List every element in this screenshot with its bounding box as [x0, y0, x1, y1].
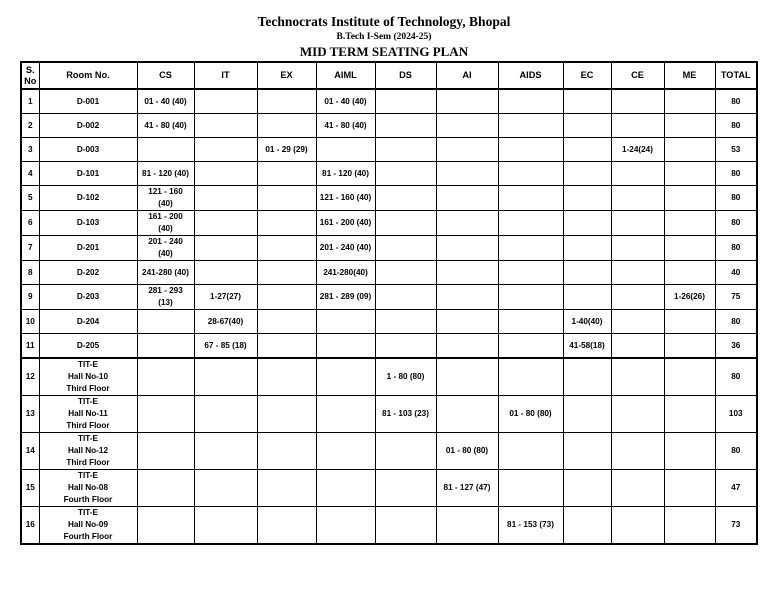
cell-me	[664, 433, 715, 470]
column-header-cs: CS	[137, 62, 194, 89]
cell-it	[194, 89, 257, 114]
cell-ds	[375, 186, 436, 211]
cell-aids: 01 - 80 (80)	[498, 396, 563, 433]
cell-ex	[257, 310, 316, 334]
cell-aids	[498, 89, 563, 114]
cell-s-no: 6	[21, 211, 39, 236]
cell-ec	[563, 236, 611, 261]
column-header-me: ME	[664, 62, 715, 89]
table-row	[21, 433, 757, 470]
cell-aids	[498, 285, 563, 310]
column-header-s-no: S. No	[21, 62, 39, 89]
cell-total: 80	[715, 162, 757, 186]
cell-room-no: TIT-E Hall No-09 Fourth Floor	[39, 507, 137, 545]
cell-ex	[257, 114, 316, 138]
cell-me	[664, 114, 715, 138]
cell-ce	[611, 470, 664, 507]
cell-me: 1-26(26)	[664, 285, 715, 310]
cell-aiml: 241-280(40)	[316, 261, 375, 285]
cell-ec: 41-58(18)	[563, 334, 611, 359]
cell-cs	[137, 470, 194, 507]
cell-ds	[375, 285, 436, 310]
cell-ai	[436, 310, 498, 334]
cell-ds	[375, 114, 436, 138]
cell-room-no: D-001	[39, 89, 137, 114]
cell-s-no: 3	[21, 138, 39, 162]
cell-ds	[375, 470, 436, 507]
cell-ds	[375, 138, 436, 162]
cell-it	[194, 507, 257, 545]
table-row	[21, 114, 757, 138]
cell-ai	[436, 211, 498, 236]
column-header-aids: AIDS	[498, 62, 563, 89]
cell-ai	[436, 358, 498, 396]
cell-ex	[257, 358, 316, 396]
cell-s-no: 15	[21, 470, 39, 507]
cell-aiml: 201 - 240 (40)	[316, 236, 375, 261]
cell-cs: 81 - 120 (40)	[137, 162, 194, 186]
cell-ds	[375, 236, 436, 261]
cell-ec	[563, 507, 611, 545]
cell-ds	[375, 89, 436, 114]
cell-aids: 81 - 153 (73)	[498, 507, 563, 545]
cell-ds	[375, 162, 436, 186]
column-header-ds: DS	[375, 62, 436, 89]
cell-s-no: 2	[21, 114, 39, 138]
table-row	[21, 334, 757, 359]
cell-ai	[436, 396, 498, 433]
cell-aiml: 81 - 120 (40)	[316, 162, 375, 186]
cell-it	[194, 186, 257, 211]
cell-room-no: D-202	[39, 261, 137, 285]
cell-total: 73	[715, 507, 757, 545]
cell-it	[194, 433, 257, 470]
cell-aids	[498, 211, 563, 236]
cell-s-no: 12	[21, 358, 39, 396]
column-header-ai: AI	[436, 62, 498, 89]
cell-ex	[257, 186, 316, 211]
cell-ec	[563, 89, 611, 114]
cell-ex	[257, 211, 316, 236]
cell-total: 80	[715, 236, 757, 261]
cell-ce	[611, 114, 664, 138]
cell-it	[194, 211, 257, 236]
cell-s-no: 11	[21, 334, 39, 359]
document-title: MID TERM SEATING PLAN	[299, 44, 469, 59]
cell-me	[664, 211, 715, 236]
cell-it	[194, 162, 257, 186]
cell-ec	[563, 261, 611, 285]
cell-cs	[137, 358, 194, 396]
cell-aiml: 121 - 160 (40)	[316, 186, 375, 211]
cell-me	[664, 261, 715, 285]
cell-room-no: D-204	[39, 310, 137, 334]
cell-it	[194, 138, 257, 162]
cell-aiml: 41 - 80 (40)	[316, 114, 375, 138]
column-header-aiml: AIML	[316, 62, 375, 89]
cell-cs	[137, 138, 194, 162]
cell-ex	[257, 433, 316, 470]
cell-room-no: TIT-E Hall No-11 Third Floor	[39, 396, 137, 433]
cell-s-no: 16	[21, 507, 39, 545]
table-row	[21, 89, 757, 114]
cell-aids	[498, 358, 563, 396]
cell-room-no: D-002	[39, 114, 137, 138]
cell-ex: 01 - 29 (29)	[257, 138, 316, 162]
cell-ex	[257, 162, 316, 186]
cell-aiml	[316, 358, 375, 396]
cell-aids	[498, 261, 563, 285]
cell-it: 28-67(40)	[194, 310, 257, 334]
cell-aids	[498, 114, 563, 138]
cell-total: 36	[715, 334, 757, 359]
cell-total: 80	[715, 89, 757, 114]
cell-total: 103	[715, 396, 757, 433]
cell-it	[194, 358, 257, 396]
table-row	[21, 285, 757, 310]
cell-aids	[498, 470, 563, 507]
column-header-total: TOTAL	[715, 62, 757, 89]
cell-ce	[611, 162, 664, 186]
cell-me	[664, 358, 715, 396]
table-row	[21, 186, 757, 211]
table-row	[21, 162, 757, 186]
cell-ce	[611, 433, 664, 470]
table-row	[21, 236, 757, 261]
cell-ai	[436, 334, 498, 359]
cell-ex	[257, 285, 316, 310]
cell-ai	[436, 138, 498, 162]
cell-ec	[563, 162, 611, 186]
cell-total: 47	[715, 470, 757, 507]
column-header-it: IT	[194, 62, 257, 89]
cell-it	[194, 470, 257, 507]
cell-cs: 241-280 (40)	[137, 261, 194, 285]
cell-ce	[611, 89, 664, 114]
cell-me	[664, 310, 715, 334]
cell-cs	[137, 433, 194, 470]
cell-cs: 161 - 200 (40)	[137, 211, 194, 236]
cell-aids	[498, 162, 563, 186]
cell-ec	[563, 358, 611, 396]
cell-ai	[436, 236, 498, 261]
cell-aids	[498, 334, 563, 359]
cell-ai	[436, 186, 498, 211]
cell-aids	[498, 433, 563, 470]
cell-ex	[257, 236, 316, 261]
cell-cs: 201 - 240 (40)	[137, 236, 194, 261]
cell-ce	[611, 186, 664, 211]
cell-cs: 41 - 80 (40)	[137, 114, 194, 138]
cell-ce	[611, 310, 664, 334]
cell-total: 80	[715, 186, 757, 211]
cell-room-no: TIT-E Hall No-12 Third Floor	[39, 433, 137, 470]
cell-ec	[563, 114, 611, 138]
cell-ds	[375, 334, 436, 359]
cell-aiml	[316, 396, 375, 433]
table-row	[21, 507, 757, 545]
cell-ce: 1-24(24)	[611, 138, 664, 162]
cell-cs: 121 - 160 (40)	[137, 186, 194, 211]
cell-total: 80	[715, 358, 757, 396]
cell-ai: 01 - 80 (80)	[436, 433, 498, 470]
cell-ai	[436, 285, 498, 310]
cell-aiml: 01 - 40 (40)	[316, 89, 375, 114]
cell-room-no: D-205	[39, 334, 137, 359]
cell-ai: 81 - 127 (47)	[436, 470, 498, 507]
cell-ai	[436, 162, 498, 186]
cell-s-no: 14	[21, 433, 39, 470]
cell-ds	[375, 507, 436, 545]
cell-ce	[611, 261, 664, 285]
column-header-room-no: Room No.	[39, 62, 137, 89]
cell-ex	[257, 396, 316, 433]
cell-total: 80	[715, 310, 757, 334]
cell-me	[664, 470, 715, 507]
cell-s-no: 9	[21, 285, 39, 310]
cell-aiml: 161 - 200 (40)	[316, 211, 375, 236]
cell-ec	[563, 433, 611, 470]
cell-ex	[257, 89, 316, 114]
table-row	[21, 138, 757, 162]
cell-it	[194, 114, 257, 138]
cell-it: 67 - 85 (18)	[194, 334, 257, 359]
cell-aiml	[316, 310, 375, 334]
cell-room-no: TIT-E Hall No-08 Fourth Floor	[39, 470, 137, 507]
cell-ds	[375, 310, 436, 334]
cell-aiml	[316, 138, 375, 162]
cell-s-no: 5	[21, 186, 39, 211]
cell-cs: 01 - 40 (40)	[137, 89, 194, 114]
cell-s-no: 8	[21, 261, 39, 285]
cell-it	[194, 396, 257, 433]
cell-ds	[375, 433, 436, 470]
cell-room-no: TIT-E Hall No-10 Third Floor	[39, 358, 137, 396]
table-row	[21, 261, 757, 285]
column-header-ex: EX	[257, 62, 316, 89]
cell-it: 1-27(27)	[194, 285, 257, 310]
cell-ex	[257, 470, 316, 507]
cell-total: 80	[715, 433, 757, 470]
table-row	[21, 211, 757, 236]
cell-aids	[498, 138, 563, 162]
cell-ce	[611, 285, 664, 310]
cell-ex	[257, 261, 316, 285]
cell-ec	[563, 211, 611, 236]
cell-ai	[436, 114, 498, 138]
cell-me	[664, 186, 715, 211]
cell-ce	[611, 358, 664, 396]
cell-room-no: D-203	[39, 285, 137, 310]
cell-cs	[137, 507, 194, 545]
cell-me	[664, 162, 715, 186]
cell-ex	[257, 334, 316, 359]
cell-ce	[611, 236, 664, 261]
cell-ds	[375, 211, 436, 236]
institute-name: Technocrats Institute of Technology, Bhopal	[257, 14, 511, 29]
cell-aiml	[316, 470, 375, 507]
cell-room-no: D-102	[39, 186, 137, 211]
cell-aiml	[316, 433, 375, 470]
cell-s-no: 1	[21, 89, 39, 114]
cell-total: 53	[715, 138, 757, 162]
cell-me	[664, 507, 715, 545]
cell-ec	[563, 138, 611, 162]
cell-ec	[563, 396, 611, 433]
cell-s-no: 10	[21, 310, 39, 334]
cell-aids	[498, 310, 563, 334]
cell-ec: 1-40(40)	[563, 310, 611, 334]
cell-ec	[563, 470, 611, 507]
cell-ai	[436, 507, 498, 545]
table-body	[21, 89, 757, 544]
cell-aiml	[316, 334, 375, 359]
cell-me	[664, 89, 715, 114]
table-row	[21, 310, 757, 334]
header-row	[21, 62, 757, 89]
cell-cs	[137, 310, 194, 334]
cell-ce	[611, 334, 664, 359]
table-row	[21, 470, 757, 507]
cell-ds: 81 - 103 (23)	[375, 396, 436, 433]
cell-ds: 1 - 80 (80)	[375, 358, 436, 396]
cell-ce	[611, 396, 664, 433]
cell-ds	[375, 261, 436, 285]
table-row	[21, 396, 757, 433]
cell-aiml: 281 - 289 (09)	[316, 285, 375, 310]
cell-aids	[498, 236, 563, 261]
course-subtitle: B.Tech I-Sem (2024-25)	[336, 32, 432, 42]
cell-ce	[611, 507, 664, 545]
cell-ec	[563, 285, 611, 310]
cell-ec	[563, 186, 611, 211]
cell-me	[664, 138, 715, 162]
cell-it	[194, 261, 257, 285]
cell-cs	[137, 396, 194, 433]
cell-ai	[436, 261, 498, 285]
cell-me	[664, 396, 715, 433]
cell-aids	[498, 186, 563, 211]
cell-me	[664, 236, 715, 261]
table-row	[21, 358, 757, 396]
cell-cs: 281 - 293 (13)	[137, 285, 194, 310]
cell-ai	[436, 89, 498, 114]
cell-total: 80	[715, 211, 757, 236]
cell-room-no: D-201	[39, 236, 137, 261]
cell-total: 40	[715, 261, 757, 285]
cell-ce	[611, 211, 664, 236]
column-header-ce: CE	[611, 62, 664, 89]
cell-s-no: 4	[21, 162, 39, 186]
seating-plan-table	[20, 61, 758, 545]
cell-total: 80	[715, 114, 757, 138]
cell-ex	[257, 507, 316, 545]
cell-aiml	[316, 507, 375, 545]
cell-s-no: 13	[21, 396, 39, 433]
cell-room-no: D-003	[39, 138, 137, 162]
column-header-ec: EC	[563, 62, 611, 89]
cell-it	[194, 236, 257, 261]
cell-total: 75	[715, 285, 757, 310]
cell-room-no: D-101	[39, 162, 137, 186]
cell-cs	[137, 334, 194, 359]
cell-me	[664, 334, 715, 359]
cell-room-no: D-103	[39, 211, 137, 236]
cell-s-no: 7	[21, 236, 39, 261]
